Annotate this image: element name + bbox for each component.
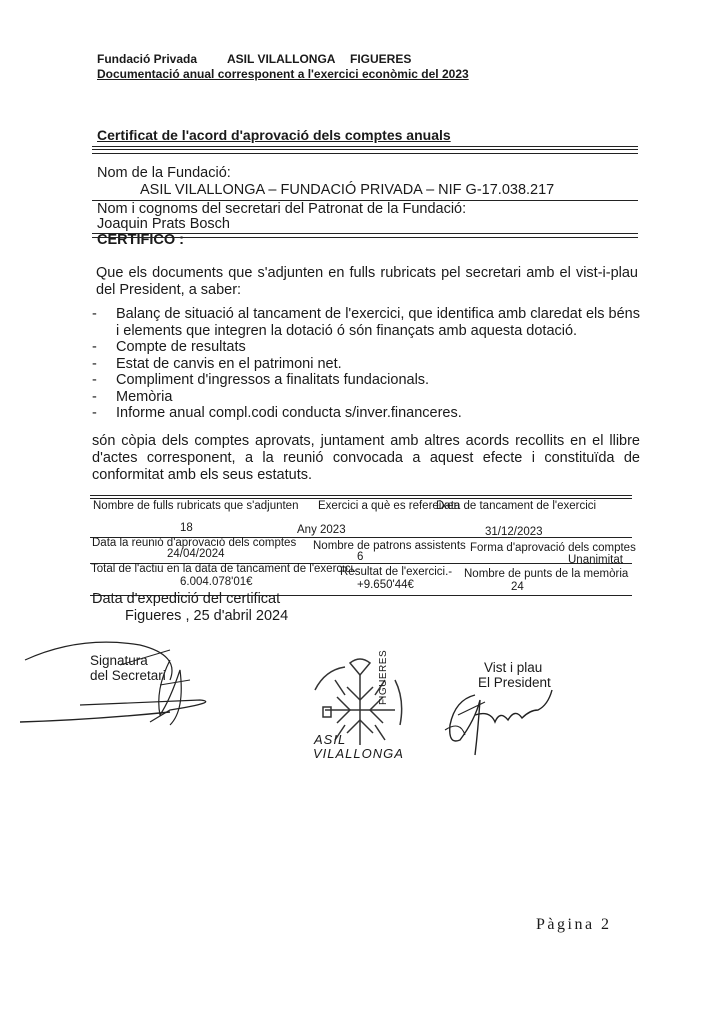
row1-label-sheets: Nombre de fulls rubricats que s'adjunten — [93, 500, 299, 512]
list-item: - Estat de canvis en el patrimoni net. — [92, 355, 342, 372]
row3-label-result: Resultat de l'exercici.- — [340, 566, 453, 578]
header-subtitle: Documentació anual corresponent a l'exercici econòmic del 2023 — [97, 67, 469, 81]
row2-value-approval: Unanimitat — [568, 554, 623, 566]
secretary-signature — [20, 630, 220, 750]
table-rule-0 — [90, 495, 632, 496]
table-rule-0b — [90, 498, 632, 499]
title-rule-bottom — [92, 149, 638, 150]
president-signature — [430, 680, 570, 760]
foundation-name-label: Nom de la Fundació: — [97, 165, 231, 181]
list-item: - Compliment d'ingressos a finalitats fundacionals. — [92, 372, 430, 388]
intro-paragraph: Que els documents que s'adjunten en fulls rubricats pel secretari amb el vist-i-plau del President, a saber: — [96, 265, 638, 298]
list-item: - Compte de resultats — [92, 339, 246, 355]
secretary-signature-label-1: Signatura — [90, 653, 148, 668]
row2-label-approval: Forma d'aprovació dels comptes — [470, 542, 636, 554]
row1-value-sheets: 18 — [180, 522, 193, 534]
secretary-signature-label-2: del Secretari — [90, 668, 166, 683]
list-item: - Memòria — [92, 388, 173, 405]
row2-value-meeting-date: 24/04/2024 — [167, 548, 225, 560]
row3-value-result: +9.650'44€ — [357, 579, 414, 591]
documents-list — [92, 306, 640, 422]
row2-label-meeting-date: Data la reunió d'aprovació dels comptes — [92, 537, 297, 549]
title-rule-top — [92, 146, 638, 147]
foundation-name-value: ASIL VILALLONGA – FUNDACIÓ PRIVADA – NIF G-17.038.217 — [140, 182, 555, 198]
secretary-label: Nom i cognoms del secretari del Patronat de la Fundació: — [97, 201, 467, 217]
row1-value-close-date: 31/12/2023 — [485, 526, 543, 538]
title-rule-third — [92, 153, 638, 154]
header-foundation-type: Fundació Privada — [97, 52, 198, 66]
stamp-line-1: ASIL — [314, 732, 347, 747]
row3-value-memory-points: 24 — [511, 581, 524, 593]
row1-label-close-date: Data de tancament de l'exercici — [436, 500, 597, 512]
certifico-rule — [92, 237, 638, 238]
issue-label: Data d'expedició del certificat — [92, 591, 281, 607]
page-number: Pàgina 2 — [536, 916, 612, 933]
header-city: FIGUERES — [350, 52, 412, 66]
header-foundation-name: ASIL VILALLONGA — [227, 52, 336, 66]
issue-place-date: Figueres , 25 d'abril 2024 — [125, 608, 289, 624]
row3-label-memory-points: Nombre de punts de la memòria — [464, 568, 629, 580]
row2-value-attendees: 6 — [357, 551, 364, 563]
president-signature-label-1: Vist i plau — [484, 660, 543, 675]
stamp-line-2: VILALLONGA — [313, 746, 404, 761]
document-title: Certificat de l'acord d'aprovació dels comptes anuals — [97, 127, 451, 143]
row3-label-total-assets: Total de l'actiu en la data de tancament de l'exercici.- — [91, 563, 361, 575]
secretary-value: Joaquin Prats Bosch — [97, 216, 230, 232]
row3-value-total-assets: 6.004.078'01€ — [180, 576, 253, 588]
row1-label-year: Exercici a què es refereixen — [318, 500, 460, 512]
list-item: - Informe anual compl.codi conducta s/inver.financeres. — [92, 405, 462, 421]
president-signature-label-2: El President — [478, 675, 551, 690]
list-item: - Balanç de situació al tancament de l'exercici, que identifica amb claredat els béns i elements que integren la dotació ó són finançats amb aquesta dotació. — [92, 306, 640, 339]
conclusion-paragraph: són còpia dels comptes aprovats, juntament amb altres acords recollits en el llibre d'actes corresponent, a la reunió convocada a aquest efecte i constituïda de conformitat amb els seus estatuts. — [92, 433, 640, 483]
certifico-heading: CERTIFICO : — [97, 232, 184, 248]
row1-value-year: Any 2023 — [297, 524, 346, 536]
row2-label-attendees: Nombre de patrons assistents — [313, 540, 466, 552]
stamp-side-text: FIGUERES — [378, 649, 389, 705]
